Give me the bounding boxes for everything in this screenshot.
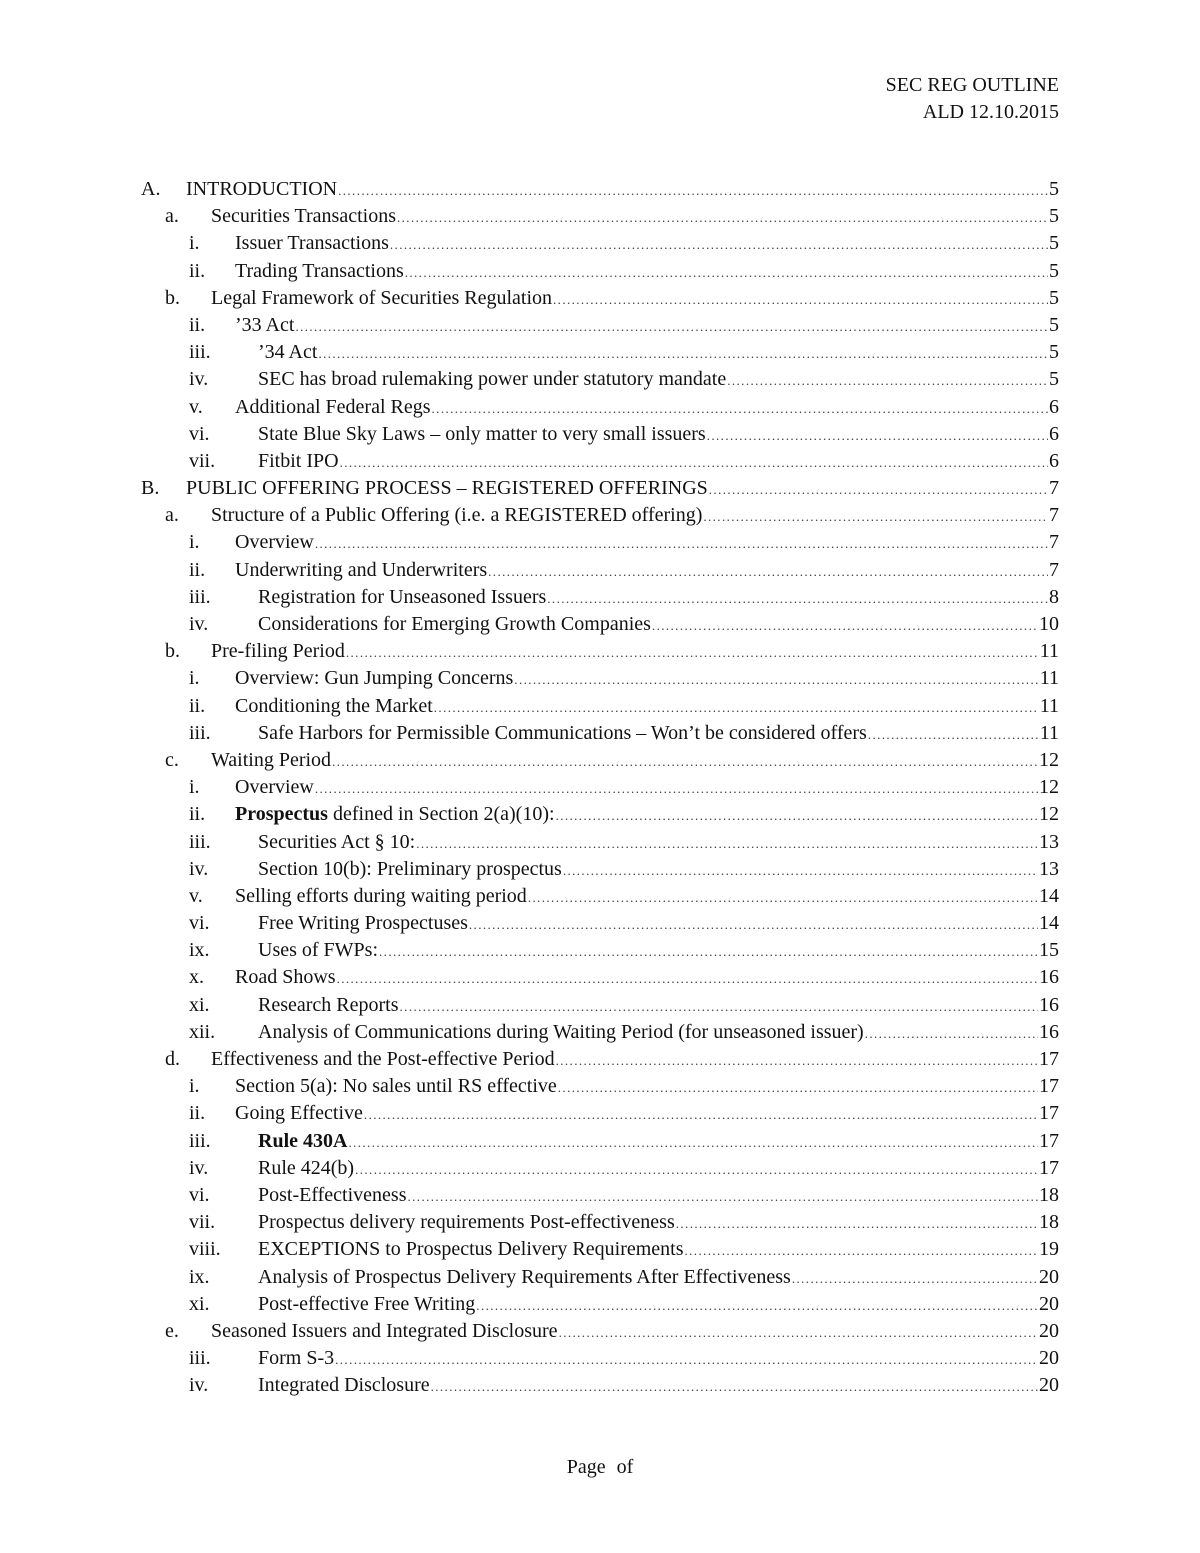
toc-entry-title: Going Effective [235, 1102, 363, 1125]
toc-entry[interactable] [141, 260, 1059, 287]
toc-entry[interactable] [141, 1293, 1059, 1320]
header-title: SEC REG OUTLINE [885, 74, 1059, 96]
toc-entry[interactable] [141, 912, 1059, 939]
toc-entry-marker: xi. [189, 1292, 210, 1315]
toc-entry-marker: i. [189, 667, 200, 690]
toc-dot-leader [397, 210, 1048, 226]
toc-entry[interactable] [141, 885, 1059, 912]
toc-entry[interactable] [141, 396, 1059, 423]
toc-entry[interactable] [141, 586, 1059, 613]
toc-entry[interactable] [141, 1347, 1059, 1374]
toc-entry-page-number: 16 [1039, 993, 1059, 1016]
toc-entry-page-number: 16 [1039, 966, 1059, 989]
toc-entry-marker: x. [189, 966, 204, 989]
toc-entry-marker: ii. [189, 1102, 206, 1125]
toc-dot-leader [547, 591, 1048, 607]
toc-entry-title: Analysis of Prospectus Delivery Requirements After Effectiveness [258, 1265, 791, 1288]
toc-entry[interactable] [141, 1238, 1059, 1265]
toc-entry-marker: B. [141, 477, 160, 500]
toc-entry-page-number: 20 [1039, 1374, 1059, 1397]
toc-entry-page-number: 5 [1049, 259, 1059, 282]
toc-entry[interactable] [141, 1374, 1059, 1401]
toc-entry-title: ’33 Act [235, 313, 295, 336]
toc-entry-title: Post-Effectiveness [258, 1183, 407, 1206]
toc-entry-marker: xi. [189, 993, 210, 1016]
toc-dot-leader [709, 482, 1048, 498]
toc-entry-page-number: 7 [1049, 477, 1059, 500]
toc-entry-marker: vii. [189, 1211, 216, 1234]
toc-entry-title: Rule 424(b) [258, 1156, 355, 1179]
toc-entry-title: Selling efforts during waiting period [235, 884, 527, 907]
toc-dot-leader [348, 1135, 1038, 1151]
toc-entry-page-number: 5 [1049, 368, 1059, 391]
toc-dot-leader [315, 781, 1038, 797]
toc-dot-leader [431, 1379, 1038, 1395]
toc-entry[interactable] [141, 1021, 1059, 1048]
toc-entry-marker: iv. [189, 613, 209, 635]
toc-entry-marker: vii. [189, 449, 216, 472]
toc-entry[interactable] [141, 1266, 1059, 1293]
toc-dot-leader [355, 1162, 1038, 1178]
toc-entry-marker: a. [165, 504, 179, 527]
toc-entry-page-number: 20 [1039, 1265, 1059, 1288]
toc-entry-marker: ii. [189, 259, 206, 282]
toc-entry[interactable] [141, 531, 1059, 558]
page-header [886, 72, 1059, 126]
toc-entry-marker: xii. [189, 1020, 216, 1043]
toc-entry[interactable] [141, 858, 1059, 885]
toc-entry-title: Securities Act § 10: [258, 830, 416, 853]
toc-entry-title: INTRODUCTION [186, 178, 338, 200]
toc-entry-page-number: 7 [1049, 504, 1059, 527]
toc-entry[interactable] [141, 1184, 1059, 1211]
toc-entry-page-number: 8 [1049, 585, 1059, 608]
toc-dot-leader [528, 890, 1038, 906]
toc-dot-leader [434, 700, 1039, 716]
toc-entry-page-number: 5 [1049, 286, 1059, 309]
toc-entry[interactable] [141, 994, 1059, 1021]
toc-entry-marker: iii. [189, 1347, 211, 1370]
toc-entry-marker: ii. [189, 558, 206, 581]
toc-entry-title: Section 5(a): No sales until RS effective [235, 1075, 557, 1098]
toc-entry-page-number: 15 [1039, 939, 1059, 962]
toc-entry-title: Seasoned Issuers and Integrated Disclosure [211, 1319, 558, 1342]
toc-entry-title: Waiting Period [211, 748, 332, 771]
toc-entry-marker: iv. [189, 1156, 209, 1179]
toc-entry-title-rest: defined in Section 2(a)(10): [327, 803, 555, 826]
toc-entry[interactable] [141, 423, 1059, 450]
toc-entry-title [258, 1130, 347, 1153]
toc-entry-title: Prospectus delivery requirements Post-effectiveness [258, 1211, 675, 1234]
toc-dot-leader [432, 401, 1048, 417]
toc-entry[interactable] [141, 722, 1059, 749]
toc-entry-title: Integrated Disclosure [258, 1374, 430, 1397]
toc-entry[interactable] [141, 559, 1059, 586]
toc-entry-page-number: 20 [1039, 1347, 1059, 1370]
toc-dot-leader [476, 1298, 1038, 1314]
toc-entry-title: Trading Transactions [235, 259, 404, 282]
toc-dot-leader [707, 428, 1048, 444]
toc-entry-page-number: 12 [1039, 803, 1059, 826]
toc-dot-leader [685, 1243, 1039, 1259]
toc-entry[interactable] [141, 477, 1059, 504]
toc-entry[interactable] [141, 1130, 1059, 1157]
toc-dot-leader [556, 808, 1038, 824]
toc-entry-title: Considerations for Emerging Growth Companies [258, 613, 651, 635]
toc-entry[interactable] [141, 287, 1059, 314]
toc-entry-page-number: 11 [1039, 721, 1059, 744]
toc-dot-leader [559, 1325, 1038, 1341]
toc-entry-title: PUBLIC OFFERING PROCESS – REGISTERED OFFERINGS [186, 477, 708, 500]
toc-dot-leader [346, 645, 1039, 661]
toc-entry-page-number: 5 [1049, 313, 1059, 336]
toc-entry[interactable] [141, 695, 1059, 722]
toc-entry-page-number: 17 [1039, 1048, 1059, 1070]
toc-dot-leader [469, 917, 1038, 933]
toc-entry-title: Post-effective Free Writing [258, 1292, 476, 1315]
toc-entry-marker: b. [165, 286, 180, 309]
toc-entry-marker: v. [189, 884, 203, 907]
toc-entry[interactable] [141, 368, 1059, 395]
toc-entry[interactable] [141, 1102, 1059, 1129]
toc-entry-page-number: 20 [1039, 1292, 1059, 1315]
toc-entry-title: Overview [235, 531, 314, 554]
toc-dot-leader [408, 1189, 1039, 1205]
toc-entry[interactable] [141, 966, 1059, 993]
toc-entry-marker: i. [189, 531, 200, 554]
toc-entry-page-number: 10 [1039, 613, 1059, 635]
toc-entry-title: Research Reports [258, 993, 399, 1016]
toc-dot-leader [335, 1352, 1038, 1368]
toc-dot-leader [676, 1216, 1038, 1232]
toc-entry[interactable] [141, 232, 1059, 259]
toc-entry[interactable] [141, 831, 1059, 858]
toc-entry-marker: iii. [189, 830, 211, 853]
toc-entry-marker: a. [165, 205, 179, 228]
toc-dot-leader [652, 618, 1038, 634]
toc-entry-title: Uses of FWPs: [258, 939, 379, 962]
toc-entry-marker: viii. [189, 1238, 221, 1261]
toc-dot-leader [337, 971, 1038, 987]
toc-dot-leader [553, 292, 1048, 308]
toc-entry-marker: vi. [189, 422, 210, 445]
toc-dot-leader [488, 564, 1048, 580]
toc-entry-page-number: 7 [1049, 531, 1059, 554]
header-subtitle: ALD 12.10.2015 [922, 101, 1059, 123]
toc-entry-page-number: 13 [1039, 857, 1059, 880]
toc-entry-title: Issuer Transactions [235, 232, 389, 255]
toc-entry-title: Conditioning the Market [235, 694, 433, 717]
toc-dot-leader [416, 836, 1038, 852]
toc-entry-marker: iii. [189, 585, 211, 608]
toc-entry-title: Analysis of Communications during Waiting Period (for unseasoned issuer) [258, 1020, 864, 1043]
toc-entry-title: Section 10(b): Preliminary prospectus [258, 857, 562, 880]
toc-entry[interactable] [141, 749, 1059, 776]
toc-entry[interactable] [141, 803, 1059, 830]
toc-entry[interactable] [141, 1320, 1059, 1347]
toc-entry-title: Free Writing Prospectuses [258, 912, 468, 935]
toc-entry[interactable] [141, 1048, 1059, 1075]
toc-entry-title: Overview [235, 776, 314, 799]
toc-entry-marker: ii. [189, 694, 206, 717]
toc-entry-page-number: 12 [1039, 776, 1059, 799]
toc-dot-leader [868, 727, 1039, 743]
toc-entry-page-number: 20 [1039, 1319, 1059, 1342]
toc-entry-title [235, 803, 555, 826]
toc-entry-page-number: 5 [1049, 178, 1059, 200]
toc-entry-marker: ix. [189, 1265, 210, 1288]
toc-entry-title: Overview: Gun Jumping Concerns [235, 667, 514, 690]
toc-entry-page-number: 17 [1039, 1102, 1059, 1125]
toc-entry-page-number: 16 [1039, 1020, 1059, 1043]
toc-entry-title: Additional Federal Regs [235, 395, 431, 418]
toc-entry[interactable] [141, 450, 1059, 477]
toc-entry-page-number: 19 [1039, 1238, 1059, 1261]
toc-entry-page-number: 6 [1049, 449, 1059, 472]
toc-entry-page-number: 6 [1049, 395, 1059, 418]
toc-entry-title: Registration for Unseasoned Issuers [258, 585, 547, 608]
toc-dot-leader [390, 237, 1048, 253]
toc-entry-page-number: 13 [1039, 830, 1059, 853]
toc-entry-marker: iv. [189, 857, 209, 880]
toc-entry-title: Effectiveness and the Post-effective Period [211, 1048, 555, 1070]
toc-dot-leader [558, 1080, 1038, 1096]
toc-dot-leader [400, 999, 1038, 1015]
toc-entry-page-number: 5 [1049, 341, 1059, 364]
toc-entry-title: Securities Transactions [211, 205, 396, 228]
page-footer: Page of [566, 1456, 634, 1478]
toc-entry-title: Structure of a Public Offering (i.e. a REGISTERED offering) [211, 504, 703, 527]
toc-dot-leader [364, 1107, 1038, 1123]
toc-entry-marker: i. [189, 776, 200, 799]
toc-entry[interactable] [141, 1075, 1059, 1102]
toc-entry[interactable] [141, 613, 1059, 640]
toc-entry[interactable] [141, 178, 1059, 205]
toc-entry-page-number: 11 [1039, 667, 1059, 690]
toc-entry-marker: vi. [189, 912, 210, 935]
toc-entry-title: EXCEPTIONS to Prospectus Delivery Requirements [258, 1238, 684, 1261]
toc-entry[interactable] [141, 1157, 1059, 1184]
toc-entry-marker: i. [189, 232, 200, 255]
toc-dot-leader [332, 754, 1038, 770]
toc-entry-page-number: 6 [1049, 422, 1059, 445]
toc-entry-title: Safe Harbors for Permissible Communications – Won’t be considered offers [258, 721, 867, 744]
toc-entry-page-number: 17 [1039, 1156, 1059, 1179]
toc-entry-marker: ix. [189, 939, 210, 962]
toc-entry[interactable] [141, 776, 1059, 803]
toc-entry-title: State Blue Sky Laws – only matter to very small issuers [258, 422, 706, 445]
toc-entry-title: SEC has broad rulemaking power under statutory mandate [258, 368, 727, 391]
toc-entry[interactable] [141, 205, 1059, 232]
toc-entry-marker: ii. [189, 313, 206, 336]
toc-entry-marker: e. [165, 1319, 179, 1342]
toc-entry-title: Legal Framework of Securities Regulation [211, 286, 553, 309]
toc-entry-title: Pre-filing Period [211, 640, 345, 663]
toc-entry-page-number: 11 [1039, 640, 1059, 663]
toc-entry-page-number: 17 [1039, 1075, 1059, 1098]
toc-entry-marker: iii. [189, 1129, 211, 1152]
toc-entry[interactable] [141, 341, 1059, 368]
toc-entry-page-number: 18 [1039, 1211, 1059, 1234]
toc-entry-page-number: 14 [1039, 884, 1059, 907]
toc-entry-title: Fitbit IPO [258, 449, 339, 472]
toc-dot-leader [865, 1026, 1038, 1042]
toc-entry-page-number: 11 [1039, 694, 1059, 717]
toc-entry-title: Road Shows [235, 966, 336, 989]
toc-entry[interactable] [141, 939, 1059, 966]
toc-dot-leader [340, 455, 1048, 471]
toc-dot-leader [703, 509, 1048, 525]
toc-dot-leader [295, 319, 1048, 335]
toc-entry-marker: i. [189, 1075, 200, 1098]
toc-entry-marker: iii. [189, 341, 211, 364]
toc-dot-leader [514, 672, 1038, 688]
toc-dot-leader [405, 265, 1048, 281]
toc-entry-page-number: 17 [1039, 1129, 1059, 1152]
toc-entry-marker: ii. [189, 803, 206, 826]
toc-entry-page-number: 14 [1039, 912, 1059, 935]
toc-entry-marker: iii. [189, 721, 211, 744]
toc-entry[interactable] [141, 640, 1059, 667]
toc-entry[interactable] [141, 314, 1059, 341]
toc-entry-title: Form S-3 [258, 1347, 335, 1370]
toc-dot-leader [318, 346, 1048, 362]
toc-entry-title-bold: Prospectus [235, 803, 328, 826]
toc-entry-page-number: 5 [1049, 205, 1059, 228]
toc-dot-leader [315, 536, 1048, 552]
toc-entry[interactable] [141, 1211, 1059, 1238]
toc-entry-marker: v. [189, 395, 203, 418]
toc-entry[interactable] [141, 667, 1059, 694]
toc-dot-leader [556, 1053, 1038, 1069]
toc-entry-title-bold: Rule 430A [258, 1129, 348, 1152]
toc-dot-leader [563, 863, 1038, 879]
toc-entry-marker: iv. [189, 368, 209, 391]
toc-entry-page-number: 18 [1039, 1183, 1059, 1206]
toc-entry-marker: c. [165, 748, 179, 771]
toc-entry-marker: b. [165, 640, 180, 663]
toc-entry-page-number: 7 [1049, 558, 1059, 581]
toc-entry-marker: d. [165, 1048, 180, 1070]
table-of-contents [141, 178, 1059, 1401]
toc-dot-leader [792, 1271, 1038, 1287]
toc-entry-marker: A. [141, 178, 161, 200]
toc-entry-title: ’34 Act [258, 341, 318, 364]
toc-dot-leader [727, 373, 1048, 389]
toc-entry-marker: vi. [189, 1183, 210, 1206]
toc-entry-page-number: 5 [1049, 232, 1059, 255]
toc-entry-page-number: 12 [1039, 748, 1059, 771]
toc-dot-leader [379, 944, 1038, 960]
toc-entry[interactable] [141, 504, 1059, 531]
toc-entry-marker: iv. [189, 1374, 209, 1397]
toc-dot-leader [338, 183, 1048, 199]
toc-entry-title: Underwriting and Underwriters [235, 558, 488, 581]
